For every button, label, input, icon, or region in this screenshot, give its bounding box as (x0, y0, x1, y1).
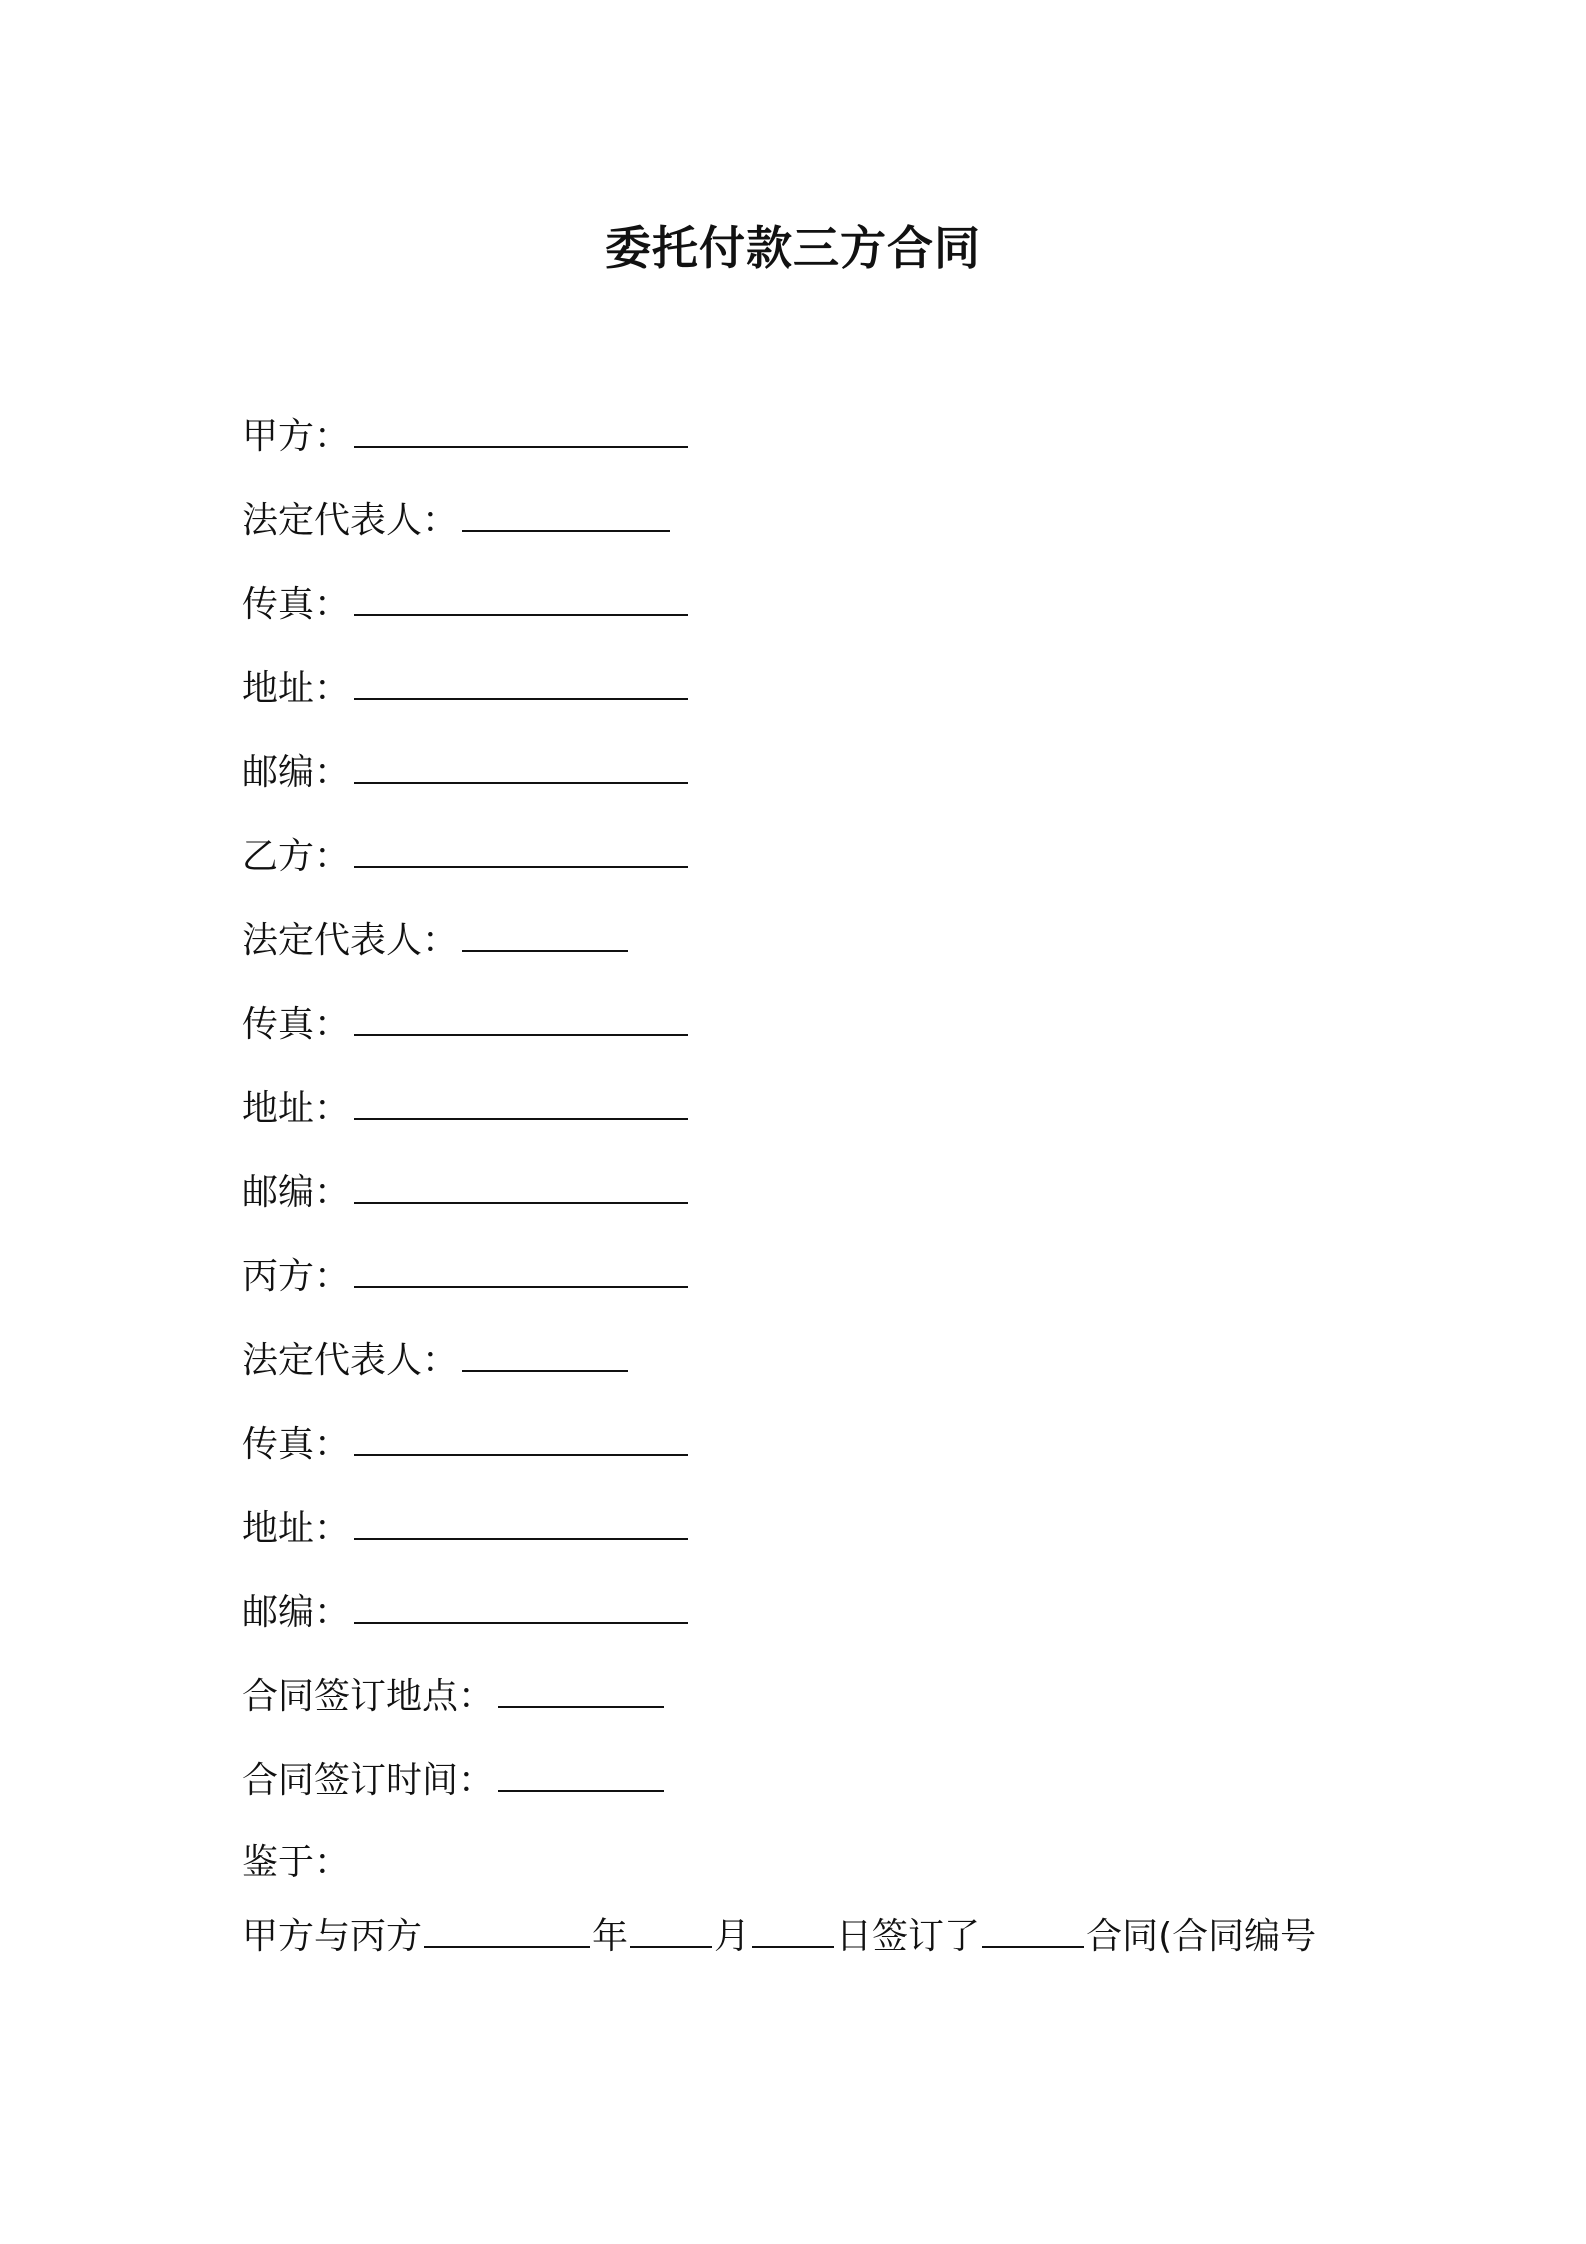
field-row (242, 1502, 688, 1586)
field-label: 传真： (242, 584, 351, 625)
field-label: 合同签订时间： (242, 1760, 495, 1801)
party-info-list (242, 410, 688, 1922)
fill-in-blank[interactable] (354, 1082, 688, 1120)
field-label: 邮编： (242, 752, 351, 793)
field-label: 合同签订地点： (242, 1676, 495, 1717)
fill-in-blank[interactable] (354, 1502, 688, 1540)
field-row (242, 1418, 688, 1502)
fill-in-blank[interactable] (354, 1250, 688, 1288)
field-label: 甲方： (242, 416, 351, 457)
fill-in-blank[interactable] (354, 746, 688, 784)
fill-in-blank[interactable] (354, 1418, 688, 1456)
clause-text: 年 (592, 1916, 629, 1957)
field-row (242, 410, 688, 494)
fill-in-blank[interactable] (354, 998, 688, 1036)
fill-in-blank[interactable] (354, 830, 688, 868)
field-label: 丙方： (242, 1256, 351, 1297)
field-row (242, 830, 688, 914)
field-label: 法定代表人： (242, 1340, 459, 1381)
field-row (242, 1754, 688, 1838)
contract-clause (242, 1910, 1316, 1962)
field-row (242, 1250, 688, 1334)
field-label: 地址： (242, 668, 351, 709)
field-row (242, 578, 688, 662)
field-row (242, 1082, 688, 1166)
field-row (242, 1586, 688, 1670)
clause-text: 日签订了 (836, 1916, 981, 1957)
fill-in-blank[interactable] (354, 410, 688, 448)
field-row (242, 998, 688, 1082)
fill-in-blank-year[interactable] (424, 1910, 590, 1948)
field-label: 法定代表人： (242, 500, 459, 541)
field-row (242, 746, 688, 830)
field-row (242, 1166, 688, 1250)
fill-in-blank[interactable] (498, 1670, 664, 1708)
field-label: 法定代表人： (242, 920, 459, 961)
clause-text: 合同(合同编号 (1086, 1916, 1317, 1957)
fill-in-blank[interactable] (498, 1754, 664, 1792)
field-row (242, 1334, 688, 1418)
fill-in-blank[interactable] (354, 578, 688, 616)
field-label: 乙方： (242, 836, 351, 877)
field-label: 地址： (242, 1508, 351, 1549)
clause-text: 月 (714, 1916, 751, 1957)
fill-in-blank[interactable] (462, 494, 670, 532)
field-row (242, 662, 688, 746)
fill-in-blank-day[interactable] (752, 1910, 834, 1948)
fill-in-blank[interactable] (462, 1334, 628, 1372)
field-label: 邮编： (242, 1592, 351, 1633)
fill-in-blank-month[interactable] (630, 1910, 712, 1948)
field-row (242, 1670, 688, 1754)
fill-in-blank[interactable] (462, 914, 628, 952)
fill-in-blank[interactable] (354, 1166, 688, 1204)
field-label: 地址： (242, 1088, 351, 1129)
field-label: 邮编： (242, 1172, 351, 1213)
field-label: 传真： (242, 1004, 351, 1045)
field-row (242, 494, 688, 578)
fill-in-blank-contract[interactable] (982, 1910, 1084, 1948)
fill-in-blank[interactable] (354, 662, 688, 700)
field-label: 传真： (242, 1424, 351, 1465)
field-row (242, 914, 688, 998)
clause-text: 甲方与丙方 (242, 1916, 423, 1957)
document-title: 委托付款三方合同 (605, 221, 981, 275)
field-label: 鉴于： (242, 1842, 351, 1883)
fill-in-blank[interactable] (354, 1586, 688, 1624)
